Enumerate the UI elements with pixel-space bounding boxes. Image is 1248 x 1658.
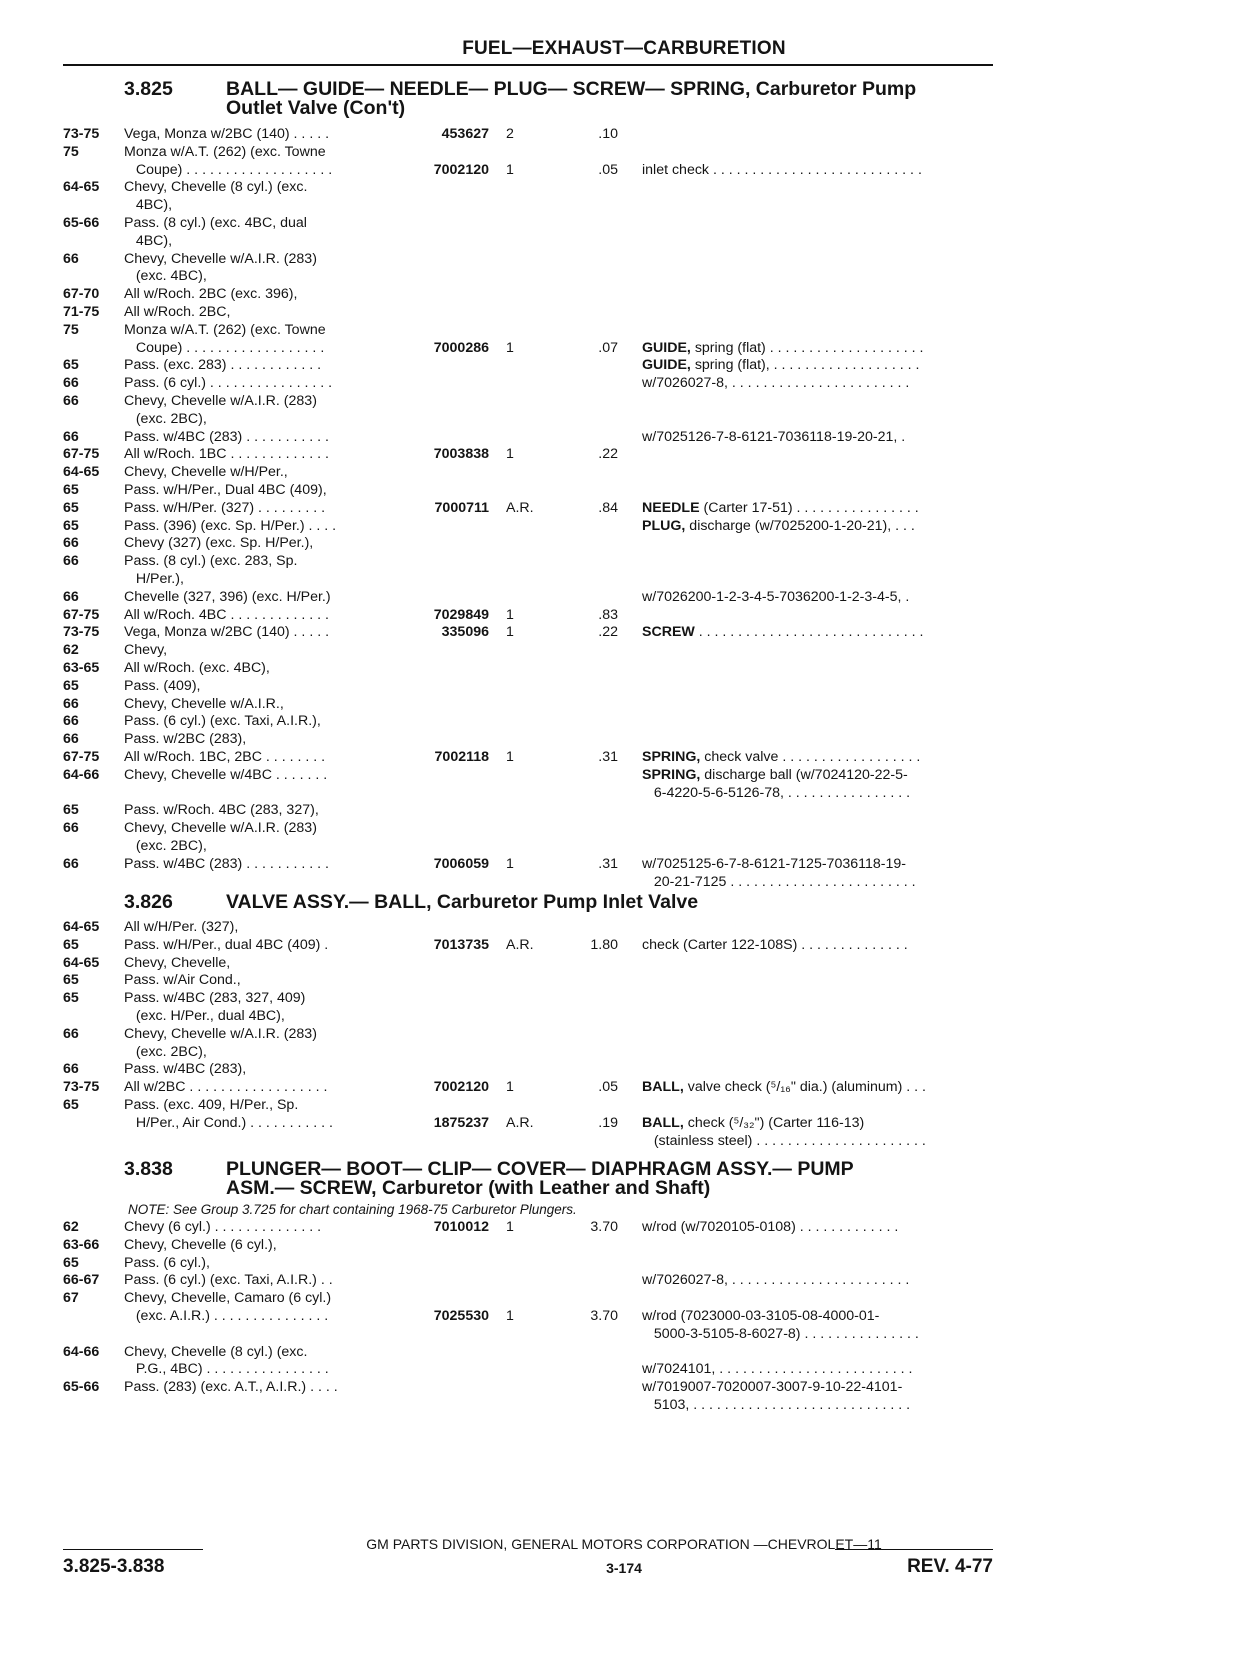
part-description [642, 767, 908, 785]
price: .10 [598, 126, 618, 142]
model-year: 75 [63, 321, 79, 338]
quantity: 1 [506, 606, 514, 623]
application: Pass. w/2BC (283), [124, 731, 247, 748]
part-name: SPRING, [642, 766, 701, 783]
application: Chevy (327) (exc. Sp. H/Per.), [124, 535, 314, 552]
model-year: 62 [63, 642, 79, 659]
quantity: 1 [506, 339, 514, 356]
model-year: 64-65 [63, 179, 100, 196]
part-detail: w/7026027-8, . . . . . . . . . . . . . . . . . . . . . . . [642, 1272, 910, 1289]
application: Pass. (exc. 409, H/Per., Sp. [124, 1097, 299, 1113]
part-detail: spring (flat), . . . . . . . . . . . . . . . . . . . [690, 357, 920, 374]
part-description [642, 162, 922, 180]
application: (exc. 4BC), [124, 268, 207, 285]
part-number: 7029849 [433, 606, 489, 623]
application: Chevy, Chevelle w/A.I.R. (283) [124, 393, 317, 409]
part-description [642, 749, 920, 767]
model-year: 67-75 [63, 446, 100, 463]
part-detail: w/7024101, . . . . . . . . . . . . . . . . . . . . . . . . . [642, 1361, 913, 1378]
footer-page-number: 3-174 [606, 1560, 642, 1576]
model-year: 66-67 [63, 1272, 100, 1289]
price: .84 [598, 499, 618, 516]
part-detail: 20-21-7125 . . . . . . . . . . . . . . . . . . . . . . . . [642, 873, 916, 890]
part-name: GUIDE, [642, 339, 691, 356]
part-name: BALL, [642, 1079, 684, 1096]
quantity: 1 [506, 161, 514, 178]
application: Pass. (6 cyl.) . . . . . . . . . . . . . . . . [124, 375, 333, 392]
part-detail: inlet check . . . . . . . . . . . . . . . . . . . . . . . . . . . [642, 161, 922, 178]
price: .31 [598, 749, 618, 765]
model-year: 67-70 [63, 286, 100, 303]
model-year: 65-66 [63, 1379, 100, 1396]
model-year: 73-75 [63, 1079, 100, 1096]
application: All w/Roch. 1BC . . . . . . . . . . . . . [124, 446, 329, 463]
price: .05 [598, 1079, 618, 1096]
part-description [642, 785, 910, 803]
part-detail: discharge ball (w/7024120-22-5- [700, 766, 908, 783]
application: Pass. (exc. 283) . . . . . . . . . . . . [124, 357, 322, 374]
part-detail: (stainless steel) . . . . . . . . . . . . . . . . . . . . . . [642, 1132, 926, 1149]
model-year: 73-75 [63, 126, 100, 142]
part-name: SCREW [642, 624, 695, 641]
price: .22 [598, 624, 618, 641]
application: Chevy, Chevelle w/H/Per., [124, 464, 288, 481]
model-year: 65 [63, 1254, 79, 1271]
part-number: 7000711 [434, 499, 489, 516]
part-number: 335096 [441, 624, 489, 641]
part-detail: w/7026200-1-2-3-4-5-7036200-1-2-3-4-5, . [642, 588, 910, 605]
model-year: 65 [63, 677, 79, 694]
part-detail: w/7025126-7-8-6121-7036118-19-20-21, . [642, 428, 906, 445]
price: 1.80 [590, 936, 618, 953]
part-number: 7002120 [433, 1079, 489, 1096]
part-name: SPRING, [642, 749, 701, 765]
part-detail: 5103, . . . . . . . . . . . . . . . . . . . . . . . . . . . . [642, 1397, 911, 1413]
application: Chevy, Chevelle w/A.I.R. (283) [124, 820, 317, 837]
model-year: 65 [63, 936, 79, 953]
section-title: BALL— GUIDE— NEEDLE— PLUG— SCREW— SPRING, Carburetor Pump [226, 78, 917, 100]
application: Pass. (396) (exc. Sp. H/Per.) . . . . [124, 517, 337, 534]
part-detail: check valve . . . . . . . . . . . . . . . . . . [700, 749, 921, 765]
application: Chevy, Chevelle, [124, 954, 231, 971]
price: .07 [598, 339, 618, 356]
section-title: Outlet Valve (Con't) [226, 97, 406, 119]
part-detail: w/7025125-6-7-8-6121-7125-7036118-19- [642, 855, 906, 872]
application: Chevy, Chevelle (8 cyl.) (exc. [124, 1343, 308, 1360]
part-description [642, 357, 920, 375]
application: H/Per.), [124, 571, 184, 587]
model-year: 65 [63, 990, 79, 1007]
quantity: 1 [506, 749, 514, 765]
part-number: 7002120 [433, 161, 489, 178]
application: Pass. (8 cyl.) (exc. 283, Sp. [124, 553, 298, 570]
application: All w/Roch. 1BC, 2BC . . . . . . . . [124, 749, 326, 765]
application: 4BC), [124, 232, 173, 249]
part-description [642, 1379, 902, 1397]
application: All w/Roch. (exc. 4BC), [124, 660, 270, 676]
application: Chevy, Chevelle w/A.I.R. (283) [124, 250, 317, 267]
model-year: 67-75 [63, 749, 100, 765]
application: (exc. A.I.R.) . . . . . . . . . . . . . . . [124, 1308, 329, 1324]
application: H/Per., Air Cond.) . . . . . . . . . . . [124, 1114, 333, 1131]
model-year: 64-65 [63, 464, 100, 481]
price: .22 [598, 446, 618, 463]
model-year: 66 [63, 250, 79, 267]
header-rule [63, 64, 993, 66]
model-year: 66 [63, 1025, 79, 1042]
model-year: 66 [63, 588, 79, 605]
part-description [642, 1272, 909, 1290]
application: (exc. H/Per., dual 4BC), [124, 1008, 285, 1024]
application: Pass. (6 cyl.) (exc. Taxi, A.I.R.), [124, 713, 321, 730]
part-name: PLUG, [642, 517, 686, 534]
part-number: 7003838 [433, 446, 489, 463]
part-description [642, 1115, 864, 1133]
price: 3.70 [590, 1308, 618, 1324]
model-year: 66 [63, 731, 79, 748]
part-number: 7013735 [433, 936, 489, 953]
application: Chevy, Chevelle (6 cyl.), [124, 1236, 277, 1253]
section-note: NOTE: See Group 3.725 for chart containing 1968-75 Carburetor Plungers. [128, 1202, 577, 1217]
application: (exc. 2BC), [124, 410, 207, 427]
quantity: 1 [506, 1079, 514, 1096]
model-year: 66 [63, 553, 79, 570]
part-description [642, 375, 909, 393]
part-name: NEEDLE [642, 499, 700, 516]
application: (exc. 2BC), [124, 838, 207, 854]
price: .05 [598, 161, 618, 178]
model-year: 67 [63, 1290, 79, 1307]
model-year: 66 [63, 428, 79, 445]
quantity: 1 [506, 1308, 514, 1324]
footer-publisher: GM PARTS DIVISION, GENERAL MOTORS CORPORATION —CHEVROLET—11 [366, 1536, 882, 1552]
model-year: 64-66 [63, 766, 100, 783]
application: Pass. w/Roch. 4BC (283, 327), [124, 802, 319, 819]
model-year: 75 [63, 143, 79, 160]
part-description [642, 1133, 926, 1151]
part-description [642, 429, 905, 447]
application: Chevy, Chevelle w/A.I.R., [124, 695, 284, 712]
part-detail: valve check (⁵/₁₆" dia.) (aluminum) . . . [683, 1079, 926, 1096]
quantity: 2 [506, 126, 514, 142]
model-year: 65 [63, 972, 79, 989]
application: All w/H/Per. (327), [124, 919, 239, 935]
quantity: 1 [506, 855, 514, 872]
model-year: 66 [63, 375, 79, 392]
part-detail: spring (flat) . . . . . . . . . . . . . . . . . . . . [690, 339, 924, 356]
model-year: 64-65 [63, 954, 100, 971]
part-detail: . . . . . . . . . . . . . . . . . . . . . . . . . . . . . [694, 624, 924, 641]
application: Vega, Monza w/2BC (140) . . . . . [124, 624, 330, 641]
model-year: 64-66 [63, 1343, 100, 1360]
part-number: 7006059 [433, 855, 489, 872]
part-number: 7002118 [434, 749, 489, 765]
part-description [642, 1079, 926, 1097]
part-description [642, 1219, 898, 1237]
model-year: 66 [63, 855, 79, 872]
model-year: 65 [63, 517, 79, 534]
price: .83 [598, 606, 618, 623]
part-name: BALL, [642, 1114, 684, 1131]
model-year: 66 [63, 820, 79, 837]
model-year: 64-65 [63, 919, 100, 935]
quantity: A.R. [506, 936, 534, 953]
part-description [642, 340, 923, 358]
part-detail: check (⁵/₃₂") (Carter 116-13) [683, 1114, 865, 1131]
application: Chevy, Chevelle (8 cyl.) (exc. [124, 179, 308, 196]
model-year: 66 [63, 535, 79, 552]
application: Pass. w/4BC (283, 327, 409) [124, 990, 306, 1007]
price: .19 [598, 1114, 618, 1131]
application: All w/Roch. 4BC . . . . . . . . . . . . . [124, 606, 329, 623]
model-year: 73-75 [63, 624, 100, 641]
model-year: 62 [63, 1219, 79, 1235]
application: Pass. w/4BC (283) . . . . . . . . . . . [124, 855, 329, 872]
section-title: ASM.— SCREW, Carburetor (with Leather and Shaft) [226, 1177, 711, 1199]
quantity: A.R. [506, 1114, 534, 1131]
part-detail: w/rod (7023000-03-3105-08-4000-01- [642, 1308, 880, 1324]
part-description [642, 1397, 910, 1415]
section-title: VALVE ASSY.— BALL, Carburetor Pump Inlet Valve [226, 891, 699, 913]
part-description [642, 1326, 919, 1344]
model-year: 63-66 [63, 1236, 100, 1253]
application: (exc. 2BC), [124, 1043, 207, 1060]
quantity: 1 [506, 1219, 514, 1235]
part-number: 7000286 [433, 339, 489, 356]
application: Chevy, Chevelle, Camaro (6 cyl.) [124, 1290, 332, 1307]
model-year: 63-65 [63, 660, 100, 676]
part-description [642, 500, 919, 518]
application: Pass. w/4BC (283), [124, 1061, 247, 1078]
application: Pass. (6 cyl.) (exc. Taxi, A.I.R.) . . [124, 1272, 333, 1289]
application: Coupe) . . . . . . . . . . . . . . . . . . . [124, 161, 333, 178]
section-title: PLUNGER— BOOT— CLIP— COVER— DIAPHRAGM ASSY.— PUMP [226, 1158, 854, 1180]
application: Pass. w/4BC (283) . . . . . . . . . . . [124, 428, 329, 445]
application: Chevy, Chevelle w/4BC . . . . . . . [124, 766, 328, 783]
application: Chevelle (327, 396) (exc. H/Per.) [124, 588, 331, 605]
part-description [642, 874, 916, 892]
part-number: 7025530 [433, 1308, 489, 1324]
part-description [642, 1308, 879, 1326]
model-year: 71-75 [63, 304, 100, 320]
price: 3.70 [590, 1219, 618, 1235]
model-year: 65 [63, 499, 79, 516]
application: Pass. (8 cyl.) (exc. 4BC, dual [124, 215, 307, 231]
application: Vega, Monza w/2BC (140) . . . . . [124, 126, 330, 142]
application: Monza w/A.T. (262) (exc. Towne [124, 321, 326, 338]
part-detail: w/7019007-7020007-3007-9-10-22-4101- [642, 1379, 903, 1396]
model-year: 65 [63, 357, 79, 374]
footer-revision: REV. 4-77 [907, 1556, 993, 1577]
part-detail: w/7026027-8, . . . . . . . . . . . . . . . . . . . . . . . [642, 375, 910, 392]
part-description [642, 518, 915, 536]
application: All w/Roch. 2BC (exc. 396), [124, 286, 298, 303]
application: Chevy (6 cyl.) . . . . . . . . . . . . . . [124, 1219, 322, 1235]
part-detail: discharge (w/7025200-1-20-21), . . . [685, 517, 915, 534]
part-number: 7010012 [433, 1219, 489, 1235]
part-number: 453627 [441, 126, 489, 142]
part-description [642, 937, 908, 955]
price: .31 [598, 855, 618, 872]
application: 4BC), [124, 197, 173, 214]
quantity: 1 [506, 446, 514, 463]
application: P.G., 4BC) . . . . . . . . . . . . . . . . [124, 1361, 329, 1378]
footer-group-range: 3.825-3.838 [63, 1556, 165, 1577]
application: Pass. w/H/Per. (327) . . . . . . . . . [124, 499, 326, 516]
quantity: 1 [506, 624, 514, 641]
application: Chevy, Chevelle w/A.I.R. (283) [124, 1025, 317, 1042]
section-number: 3.826 [124, 891, 173, 913]
model-year: 66 [63, 713, 79, 730]
part-description [642, 856, 906, 874]
part-detail: (Carter 17-51) . . . . . . . . . . . . . . . . [699, 499, 919, 516]
application: Pass. (6 cyl.), [124, 1254, 210, 1271]
application: Chevy, [124, 642, 168, 659]
application: Pass. (409), [124, 677, 201, 694]
part-description [642, 624, 923, 642]
application: Coupe) . . . . . . . . . . . . . . . . . . [124, 339, 325, 356]
part-name: GUIDE, [642, 357, 691, 374]
application: All w/Roch. 2BC, [124, 304, 231, 320]
model-year: 65 [63, 802, 79, 819]
part-description [642, 589, 909, 607]
application: Pass. w/Air Cond., [124, 972, 241, 989]
part-detail: check (Carter 122-108S) . . . . . . . . . . . . . . [642, 936, 908, 953]
model-year: 66 [63, 695, 79, 712]
part-description [642, 1361, 912, 1379]
application: Pass. w/H/Per., dual 4BC (409) . [124, 936, 329, 953]
model-year: 65-66 [63, 215, 100, 231]
application: All w/2BC . . . . . . . . . . . . . . . . . . [124, 1079, 328, 1096]
section-number: 3.825 [124, 78, 173, 100]
model-year: 67-75 [63, 606, 100, 623]
model-year: 66 [63, 393, 79, 409]
application: Monza w/A.T. (262) (exc. Towne [124, 143, 326, 160]
section-number: 3.838 [124, 1158, 173, 1180]
page-title: FUEL—EXHAUST—CARBURETION [462, 38, 786, 59]
model-year: 66 [63, 1061, 79, 1078]
application: Pass. w/H/Per., Dual 4BC (409), [124, 482, 327, 498]
quantity: A.R. [506, 499, 534, 516]
part-detail: 6-4220-5-6-5126-78, . . . . . . . . . . . . . . . . [642, 784, 911, 801]
model-year: 65 [63, 482, 79, 498]
model-year: 65 [63, 1097, 79, 1113]
part-detail: 5000-3-5105-8-6027-8) . . . . . . . . . . . . . . . [642, 1325, 919, 1342]
part-detail: w/rod (w/7020105-0108) . . . . . . . . . . . . . [642, 1219, 899, 1235]
part-number: 1875237 [433, 1114, 489, 1131]
application: Pass. (283) (exc. A.T., A.I.R.) . . . . [124, 1379, 338, 1396]
